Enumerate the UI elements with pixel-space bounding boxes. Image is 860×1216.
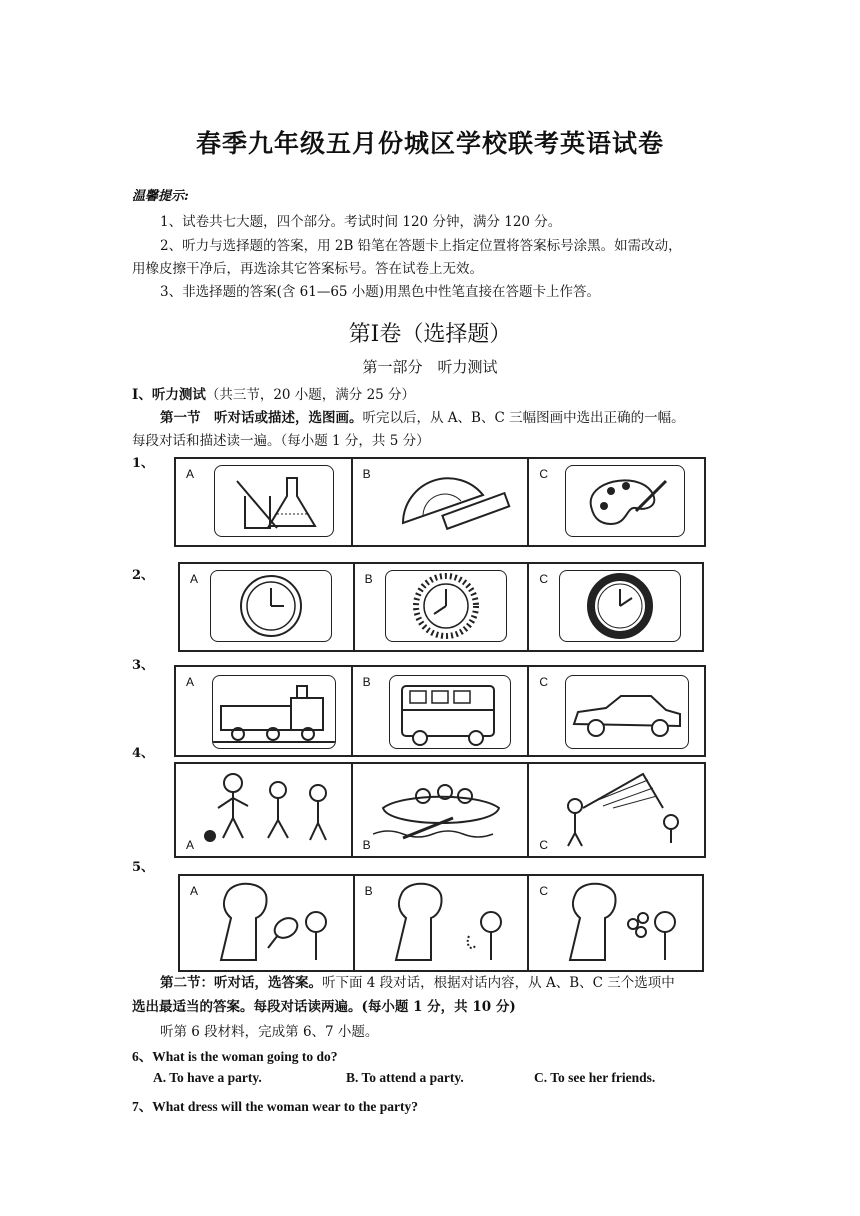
- option-cell[interactable]: [529, 876, 702, 970]
- option-cell[interactable]: [529, 764, 704, 856]
- option-cell[interactable]: [180, 876, 355, 970]
- car-icon: [565, 675, 689, 749]
- question-text: What dress will the woman wear to the party?: [152, 1099, 418, 1114]
- train-icon: [212, 675, 336, 749]
- section1-subtitle: 第一节 听对话或描述，选图画。: [160, 410, 363, 426]
- protractor-ruler-icon: [393, 465, 511, 535]
- tips-heading: 温馨提示:: [132, 189, 189, 204]
- option-cell[interactable]: [529, 564, 702, 650]
- option-cell[interactable]: [353, 667, 530, 755]
- option-cell[interactable]: [176, 667, 353, 755]
- kids-boating-icon: [373, 768, 509, 848]
- kids-volleyball-icon: [553, 768, 689, 848]
- option-cell[interactable]: [180, 564, 355, 650]
- picture-question-row: [174, 762, 706, 858]
- option-cell[interactable]: [176, 459, 353, 545]
- tip-line: 1、试卷共七大题，四个部分。考试时间 120 分钟，满分 120 分。: [160, 214, 562, 230]
- section2-instruction-2: 选出最适当的答案。每段对话读两遍。(每小题 1 分，共 10 分): [132, 999, 516, 1015]
- picture-question-number: 3、: [132, 658, 155, 673]
- tennis-racket-gift-icon: [206, 880, 336, 966]
- section1-instruction-2: 每段对话和描述读一遍。（每小题 1 分，共 5 分）: [132, 433, 430, 449]
- picture-question-row: [178, 874, 704, 972]
- option-label: C: [539, 838, 549, 852]
- kids-football-icon: [198, 768, 334, 848]
- option-label: C: [539, 572, 549, 586]
- option-label: B: [364, 572, 373, 586]
- option-label: C: [539, 467, 549, 481]
- necklace-gift-icon: [381, 880, 511, 966]
- option-cell[interactable]: [529, 667, 704, 755]
- picture-question-number: 2、: [132, 568, 155, 583]
- option-cell[interactable]: [355, 876, 530, 970]
- section1-heading: [132, 383, 415, 403]
- picture-question-number: 4、: [132, 746, 155, 761]
- picture-question-row: [178, 562, 704, 652]
- section2-subtext: 听下面 4 段对话，根据对话内容，从 A、B、C 三个选项中: [322, 975, 675, 991]
- option-label: A: [186, 838, 195, 852]
- paint-palette-icon: [565, 465, 685, 537]
- section2-subtitle: 第二节：听对话，选答案。: [160, 975, 322, 991]
- section2-instruction: [160, 971, 675, 991]
- picture-question-number: 5、: [132, 860, 155, 875]
- question-number: 6、: [132, 1049, 153, 1064]
- tip-line: 用橡皮擦干净后，再选涂其它答案标号。答在试卷上无效。: [132, 261, 483, 277]
- option-label: B: [362, 467, 371, 481]
- tip-line: 3、非选择题的答案(含 61—65 小题)用黑色中性笔直接在答题卡上作答。: [160, 284, 601, 300]
- section1-subtext: 听完以后，从 A、B、C 三幅图画中选出正确的一幅。: [362, 410, 685, 426]
- picture-question-row: [174, 665, 706, 757]
- answer-option[interactable]: C. To see her friends.: [534, 1070, 656, 1085]
- part-title: 第一部分 听力测试: [362, 358, 498, 376]
- option-label: C: [539, 675, 549, 689]
- tip-line: 2、听力与选择题的答案，用 2B 铅笔在答题卡上指定位置将答案标号涂黑。如需改动，: [160, 238, 682, 254]
- option-label: C: [539, 884, 549, 898]
- option-cell[interactable]: [355, 564, 530, 650]
- picture-question-row: [174, 457, 706, 547]
- option-cell[interactable]: [176, 764, 353, 856]
- section1-instruction: [160, 406, 685, 426]
- clock-plain-icon: [210, 570, 332, 642]
- question-text: What is the woman going to do?: [152, 1049, 338, 1064]
- option-cell[interactable]: [353, 459, 530, 545]
- double-decker-bus-icon: [389, 675, 511, 749]
- clock-dotted-icon: [385, 570, 507, 642]
- page-title: 春季九年级五月份城区学校联考英语试卷: [195, 129, 664, 158]
- option-cell[interactable]: [529, 459, 704, 545]
- section2-material-note: 听第 6 段材料，完成第 6、7 小题。: [160, 1024, 379, 1040]
- answer-option[interactable]: B. To attend a party.: [346, 1070, 464, 1085]
- question-7: [132, 1095, 418, 1115]
- option-label: B: [362, 675, 371, 689]
- lab-flask-icon: [214, 465, 334, 537]
- answer-option[interactable]: A. To have a party.: [153, 1070, 262, 1085]
- option-label: B: [364, 884, 373, 898]
- option-label: B: [362, 838, 371, 852]
- option-label: A: [190, 884, 199, 898]
- option-cell[interactable]: [353, 764, 530, 856]
- picture-question-number: 1、: [132, 456, 155, 471]
- section1-heading-note: （共三节，20 小题，满分 25 分）: [205, 387, 416, 403]
- clock-dark-icon: [559, 570, 681, 642]
- section1-heading-label: Ⅰ、听力测试: [132, 387, 206, 403]
- option-label: A: [186, 467, 195, 481]
- option-label: A: [190, 572, 199, 586]
- question-number: 7、: [132, 1099, 153, 1114]
- question-6: [132, 1045, 338, 1065]
- volume-title: 第Ⅰ卷（选择题）: [348, 322, 512, 347]
- flowers-gift-icon: [555, 880, 685, 966]
- option-label: A: [186, 675, 195, 689]
